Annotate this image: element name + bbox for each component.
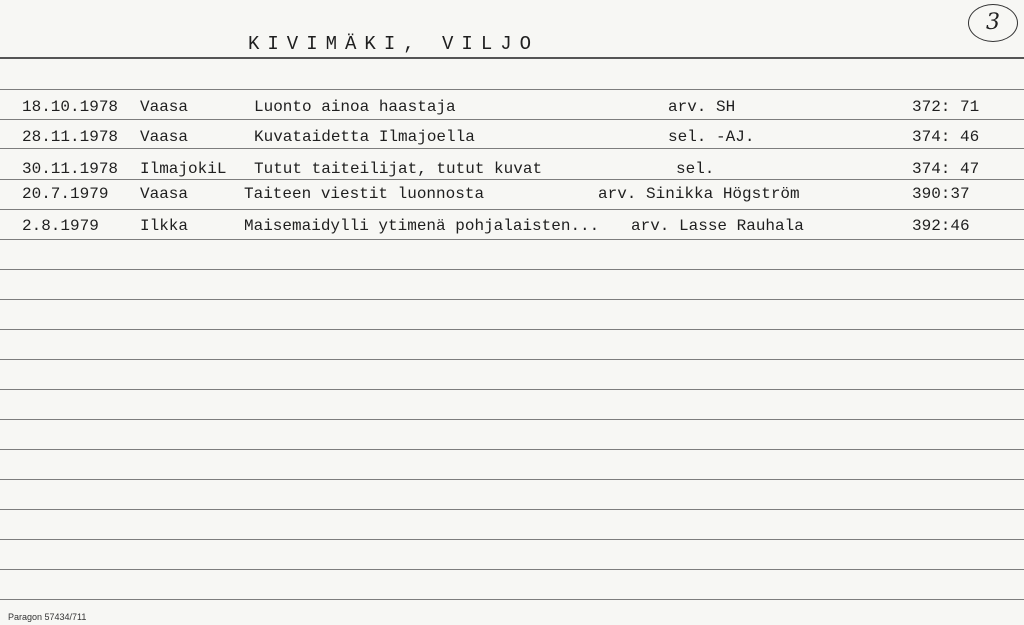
entry-date: 30.11.1978 xyxy=(22,160,119,178)
ruled-line xyxy=(0,539,1024,540)
header-rule xyxy=(0,57,1024,59)
entry-headline: Taiteen viestit luonnosta xyxy=(244,185,485,203)
ruled-line xyxy=(0,148,1024,149)
entry-note: arv. Lasse Rauhala xyxy=(631,217,804,235)
entry-date: 18.10.1978 xyxy=(22,98,119,116)
ruled-line xyxy=(0,299,1024,300)
entry-headline: Tutut taiteilijat, tutut kuvat xyxy=(254,160,543,178)
ruled-line xyxy=(0,89,1024,90)
ruled-line xyxy=(0,359,1024,360)
entry-date: 2.8.1979 xyxy=(22,217,99,235)
entry-note: sel. -AJ. xyxy=(668,128,755,146)
ruled-line xyxy=(0,269,1024,270)
ruled-line xyxy=(0,449,1024,450)
ruled-line xyxy=(0,509,1024,510)
entry-paper: Vaasa xyxy=(140,185,189,203)
entry-note: arv. Sinikka Högström xyxy=(598,185,800,203)
entry-paper: Ilkka xyxy=(140,217,189,235)
entry-paper: IlmajokiL xyxy=(140,160,227,178)
ruled-line xyxy=(0,569,1024,570)
entry-paper: Vaasa xyxy=(140,128,189,146)
entry-paper: Vaasa xyxy=(140,98,189,116)
ruled-line xyxy=(0,599,1024,600)
card-title: KIVIMÄKI, VILJO xyxy=(248,33,540,55)
ruled-line xyxy=(0,209,1024,210)
ruled-line xyxy=(0,239,1024,240)
entry-ref: 390:37 xyxy=(912,185,970,203)
entry-ref: 374: 47 xyxy=(912,160,980,178)
entry-ref: 392:46 xyxy=(912,217,970,235)
ruled-line xyxy=(0,479,1024,480)
card-number-circle: 3 xyxy=(968,4,1018,42)
ruled-line xyxy=(0,119,1024,120)
entry-headline: Kuvataidetta Ilmajoella xyxy=(254,128,475,146)
entry-date: 20.7.1979 xyxy=(22,185,109,203)
entry-headline: Luonto ainoa haastaja xyxy=(254,98,456,116)
entry-ref: 372: 71 xyxy=(912,98,980,116)
entry-date: 28.11.1978 xyxy=(22,128,119,146)
ruled-line xyxy=(0,419,1024,420)
entry-ref: 374: 46 xyxy=(912,128,980,146)
entry-note: arv. SH xyxy=(668,98,736,116)
ruled-line xyxy=(0,329,1024,330)
entry-note: sel. xyxy=(676,160,715,178)
ruled-line xyxy=(0,179,1024,180)
entry-headline: Maisemaidylli ytimenä pohjalaisten... xyxy=(244,217,600,235)
card-footer-print: Paragon 57434/711 xyxy=(8,612,87,622)
ruled-line xyxy=(0,389,1024,390)
